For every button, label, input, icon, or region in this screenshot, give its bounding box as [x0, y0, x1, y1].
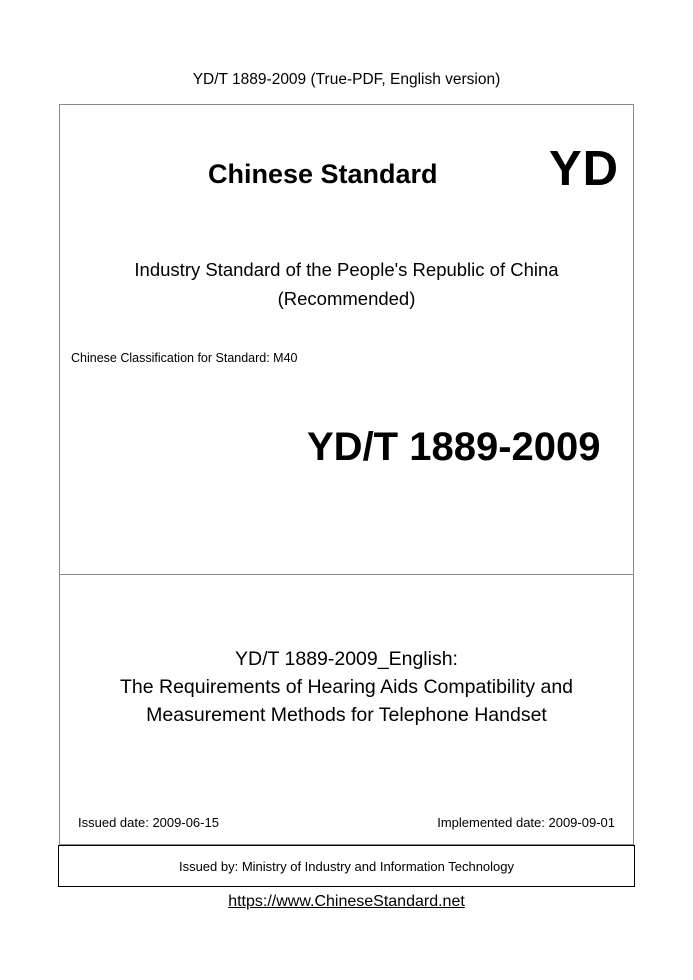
cover-divider [59, 574, 634, 575]
cover-frame [59, 104, 634, 845]
issued-date: Issued date: 2009-06-15 [78, 815, 219, 830]
implemented-date: Implemented date: 2009-09-01 [437, 815, 615, 830]
standard-type-title: Chinese Standard [208, 159, 438, 189]
issuer-text: Issued by: Ministry of Industry and Information Technology [178, 858, 515, 874]
industry-standard-line: Industry Standard of the People's Republic of China [134, 259, 559, 280]
doc-title-line-2: The Requirements of Hearing Aids Compatibility and [119, 676, 574, 698]
standard-number: YD/T 1889-2009 [307, 425, 601, 469]
issuer-box [58, 845, 635, 887]
recommended-line: (Recommended) [277, 288, 416, 309]
classification-code: Chinese Classification for Standard: M40 [71, 351, 298, 365]
document-header: YD/T 1889-2009 (True-PDF, English version) [192, 71, 501, 88]
standard-code-mark: YD [549, 142, 620, 196]
doc-title-line-3: Measurement Methods for Telephone Handset [146, 704, 547, 726]
website-link[interactable]: https://www.ChineseStandard.net [228, 893, 465, 910]
doc-title-line-1: YD/T 1889-2009_English: [235, 648, 458, 670]
